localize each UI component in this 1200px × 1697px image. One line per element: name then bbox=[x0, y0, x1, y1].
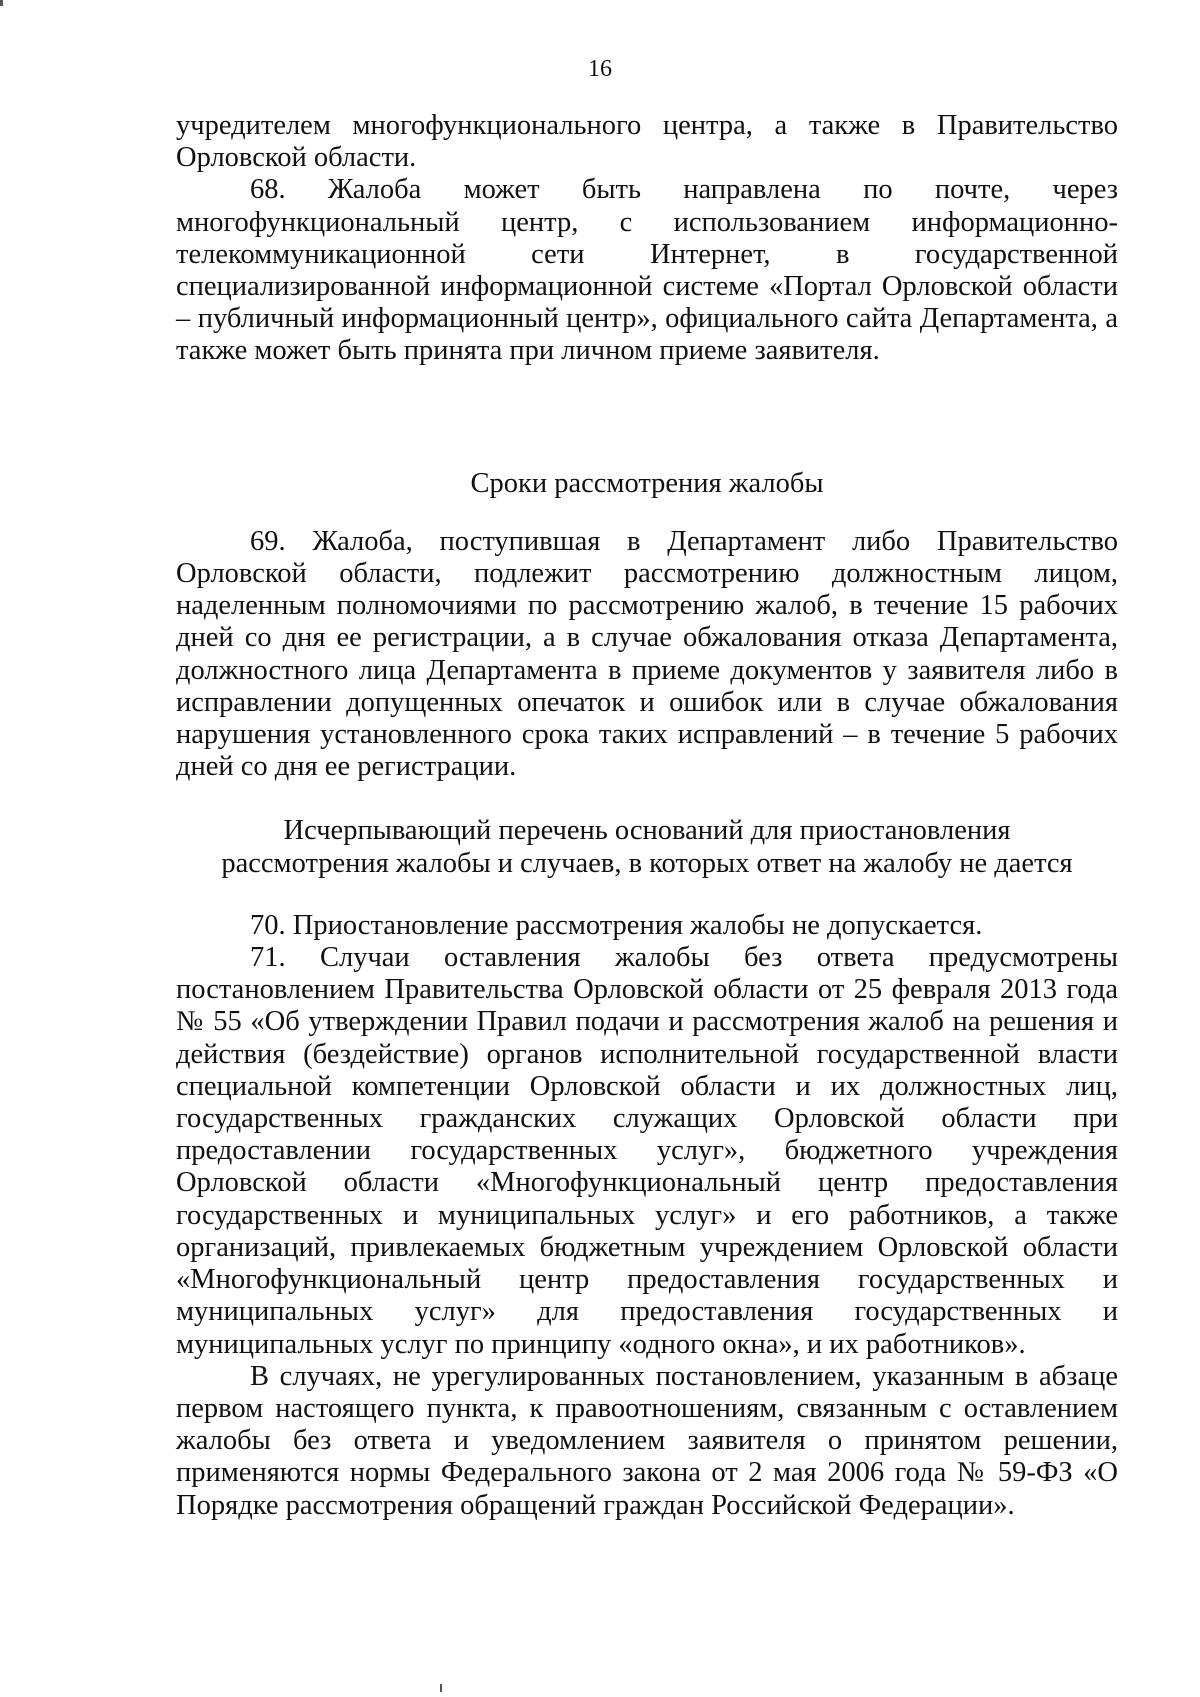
paragraph-71: 71. Случаи оставления жалобы без ответа предусмотрены постановлением Правительства Орловской области от 25 февраля 2013 года № 55 «Об утверждении Правил подачи и рассмотрения жалоб на решения и действия (бездействие) органов исполнительной государственной власти специальной компетенции Орловской области и их должностных лиц, государственных гражданских служащих Орловской области при предоставлении государственных услуг», бюджетного учреждения Орловской области «Многофункциональный центр предоставления государственных и муниципальных услуг» и его работников, а также организаций, привлекаемых бюджетным учреждением Орловской области «Многофункциональный центр предоставления государственных и муниципальных услуг» для предоставления государственных и муниципальных услуг по принципу «одного окна», и их работников». bbox=[176, 942, 1118, 1360]
document-body bbox=[176, 110, 1118, 1522]
paragraph-68: 68. Жалоба может быть направлена по почте, через многофункциональный центр, с использованием информационно-телекоммуникационной сети Интернет, в государственной специализированной информационной системе «Портал Орловской области – публичный информационный центр», официального сайта Департамента, а также может быть принята при личном приеме заявителя. bbox=[176, 174, 1118, 367]
section-heading-review-terms: Сроки рассмотрения жалобы bbox=[470, 467, 824, 499]
paragraph-69: 69. Жалоба, поступившая в Департамент либо Правительство Орловской области, подлежит рассмотрению должностным лицом, наделенным полномочиями по рассмотрению жалоб, в течение 15 рабочих дней со дня ее регистрации, а в случае обжалования отказа Департамента, должностного лица Департамента в приеме документов у заявителя либо в исправлении допущенных опечаток и ошибок или в случае обжалования нарушения установленного срока таких исправлений – в течение 5 рабочих дней со дня ее регистрации. bbox=[176, 525, 1118, 783]
heading-line-2: рассмотрения жалобы и случаев, в которых ответ на жалобу не дается bbox=[221, 847, 1073, 879]
section-heading-suspension-grounds bbox=[176, 815, 1118, 879]
paragraph-continuation: учредителем многофункционального центра, а также в Правительство Орловской области. bbox=[176, 110, 1118, 174]
scan-mark bbox=[440, 1684, 442, 1692]
scan-mark bbox=[0, 0, 3, 6]
heading-line-1: Исчерпывающий перечень оснований для приостановления bbox=[283, 815, 1011, 847]
paragraph-unregulated-cases: В случаях, не урегулированных постановлением, указанным в абзаце первом настоящего пункта, к правоотношениям, связанным с оставлением жалобы без ответа и уведомлением заявителя о принятом решении, применяются нормы Федерального закона от 2 мая 2006 года № 59-ФЗ «О Порядке рассмотрения обращений граждан Российской Федерации». bbox=[176, 1360, 1118, 1521]
page-number: 16 bbox=[588, 56, 612, 82]
paragraph-70: 70. Приостановление рассмотрения жалобы не допускается. bbox=[250, 909, 983, 941]
